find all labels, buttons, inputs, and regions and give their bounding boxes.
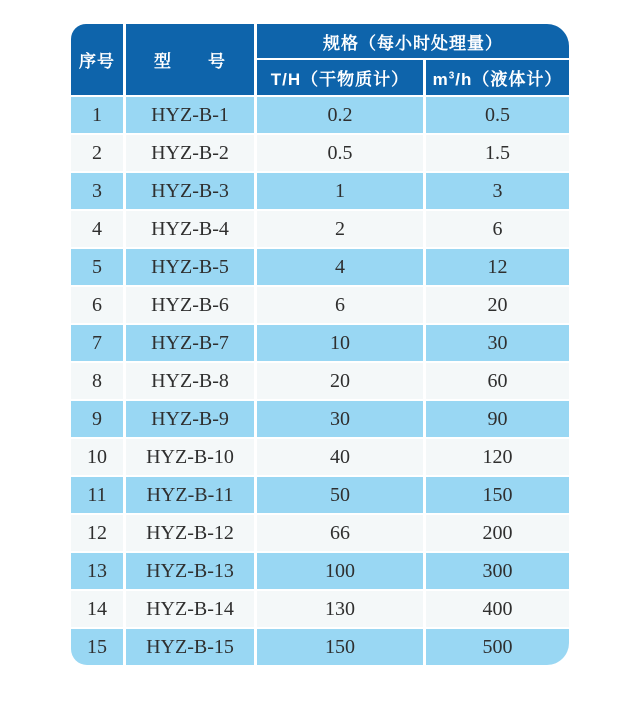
table-row [71, 325, 569, 361]
cell-th-dry: 40 [257, 439, 423, 475]
m3h-rest: /h（液体计） [455, 70, 563, 89]
cell-m3h-liquid: 400 [426, 591, 569, 627]
header-cell-th-dry: T/H（干物质计） [257, 60, 423, 95]
cell-serial: 3 [71, 173, 123, 209]
cell-model: HYZ-B-9 [126, 401, 254, 437]
cell-model: HYZ-B-7 [126, 325, 254, 361]
cell-m3h-liquid: 200 [426, 515, 569, 551]
cell-serial: 10 [71, 439, 123, 475]
cell-th-dry: 2 [257, 211, 423, 247]
table-row [71, 477, 569, 513]
cell-th-dry: 50 [257, 477, 423, 513]
table-row [71, 553, 569, 589]
cell-serial: 9 [71, 401, 123, 437]
cell-th-dry: 4 [257, 249, 423, 285]
header-cell-serial: 序号 [71, 24, 123, 95]
cell-th-dry: 30 [257, 401, 423, 437]
cell-m3h-liquid: 150 [426, 477, 569, 513]
table-row [71, 249, 569, 285]
header-cell-spec-group: 规格（每小时处理量） [257, 24, 569, 58]
cell-m3h-liquid: 300 [426, 553, 569, 589]
cell-serial: 5 [71, 249, 123, 285]
table-row [71, 211, 569, 247]
cell-serial: 4 [71, 211, 123, 247]
cell-serial: 14 [71, 591, 123, 627]
cell-model: HYZ-B-5 [126, 249, 254, 285]
cell-model: HYZ-B-4 [126, 211, 254, 247]
cell-model: HYZ-B-3 [126, 173, 254, 209]
cell-model: HYZ-B-10 [126, 439, 254, 475]
cell-m3h-liquid: 60 [426, 363, 569, 399]
table-row [71, 515, 569, 551]
cell-model: HYZ-B-12 [126, 515, 254, 551]
cell-serial: 7 [71, 325, 123, 361]
table-row [71, 363, 569, 399]
table-row [71, 591, 569, 627]
cell-model: HYZ-B-1 [126, 97, 254, 133]
cell-th-dry: 0.2 [257, 97, 423, 133]
cell-serial: 15 [71, 629, 123, 665]
cell-m3h-liquid: 1.5 [426, 135, 569, 171]
cell-m3h-liquid: 90 [426, 401, 569, 437]
cell-m3h-liquid: 6 [426, 211, 569, 247]
cell-model: HYZ-B-14 [126, 591, 254, 627]
cell-model: HYZ-B-6 [126, 287, 254, 323]
cell-th-dry: 130 [257, 591, 423, 627]
cell-model: HYZ-B-2 [126, 135, 254, 171]
spec-table [68, 22, 572, 667]
cell-m3h-liquid: 500 [426, 629, 569, 665]
cell-serial: 2 [71, 135, 123, 171]
table-row [71, 439, 569, 475]
cell-th-dry: 150 [257, 629, 423, 665]
cell-serial: 1 [71, 97, 123, 133]
cell-th-dry: 20 [257, 363, 423, 399]
cell-serial: 12 [71, 515, 123, 551]
spec-table-header [71, 24, 569, 95]
m3h-prefix: m [432, 70, 449, 89]
cell-model: HYZ-B-8 [126, 363, 254, 399]
cell-m3h-liquid: 30 [426, 325, 569, 361]
cell-m3h-liquid: 0.5 [426, 97, 569, 133]
header-cell-m3h-liquid [426, 60, 569, 95]
cell-th-dry: 100 [257, 553, 423, 589]
cell-m3h-liquid: 3 [426, 173, 569, 209]
table-row [71, 629, 569, 665]
cell-th-dry: 0.5 [257, 135, 423, 171]
m3h-superscript: 3 [448, 70, 456, 82]
cell-th-dry: 1 [257, 173, 423, 209]
cell-th-dry: 10 [257, 325, 423, 361]
cell-serial: 6 [71, 287, 123, 323]
cell-m3h-liquid: 20 [426, 287, 569, 323]
cell-model: HYZ-B-13 [126, 553, 254, 589]
table-row [71, 287, 569, 323]
cell-m3h-liquid: 12 [426, 249, 569, 285]
spec-table-container [68, 22, 572, 667]
spec-table-body [71, 97, 569, 665]
cell-model: HYZ-B-11 [126, 477, 254, 513]
table-row [71, 401, 569, 437]
header-row-group [71, 24, 569, 58]
cell-m3h-liquid: 120 [426, 439, 569, 475]
table-row [71, 135, 569, 171]
table-row [71, 173, 569, 209]
cell-model: HYZ-B-15 [126, 629, 254, 665]
table-row [71, 97, 569, 133]
header-cell-model: 型 号 [126, 24, 254, 95]
cell-th-dry: 6 [257, 287, 423, 323]
cell-serial: 13 [71, 553, 123, 589]
cell-serial: 8 [71, 363, 123, 399]
cell-serial: 11 [71, 477, 123, 513]
cell-th-dry: 66 [257, 515, 423, 551]
